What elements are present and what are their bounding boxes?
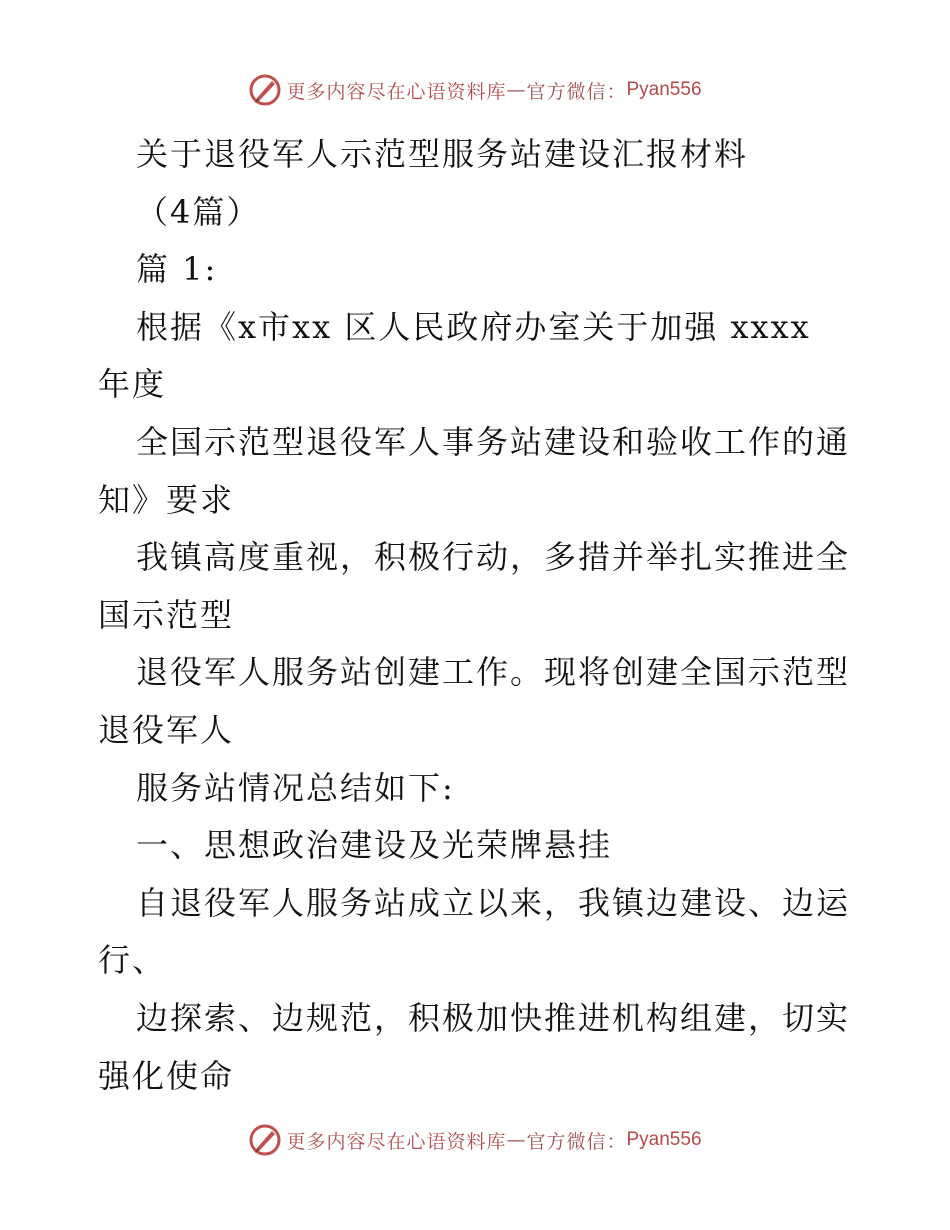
watermark-wechat-id: Pyan556: [626, 1129, 702, 1150]
paragraph-line: 全国示范型退役军人事务站建设和验收工作的通: [136, 422, 851, 461]
section-heading: 篇 1:: [136, 250, 218, 289]
paragraph-line: 根据《x市xx 区人民政府办室关于加强 xxxx: [136, 307, 811, 346]
quill-logo-icon: [248, 1123, 282, 1157]
watermark-banner-bottom: [0, 1120, 950, 1160]
paragraph-line: 国示范型: [98, 595, 235, 634]
document-title-line-2: （4篇）: [136, 192, 261, 231]
paragraph-line: 退役军人服务站创建工作。现将创建全国示范型: [136, 653, 851, 692]
watermark-wechat-label: 官方微信：: [526, 80, 627, 103]
quill-logo-icon: [248, 73, 282, 107]
paragraph-line: 知》要求: [98, 480, 235, 519]
watermark-wechat-id: Pyan556: [626, 79, 702, 100]
document-title-line-1: 关于退役军人示范型服务站建设汇报材料: [136, 135, 749, 173]
paragraph-line: 行、: [98, 941, 167, 980]
paragraph-line: 年度: [98, 365, 167, 404]
watermark-text: 更多内容尽在心语资料库: [286, 1130, 507, 1153]
watermark-text: 更多内容尽在心语资料库: [286, 80, 507, 103]
paragraph-line: 退役军人: [98, 710, 235, 749]
paragraph-line: 自退役军人服务站成立以来，我镇边建设、边运: [136, 883, 851, 922]
watermark-wechat-label: 官方微信：: [526, 1130, 627, 1153]
paragraph-line: 服务站情况总结如下:: [136, 768, 455, 807]
watermark-dash: —: [506, 79, 527, 101]
paragraph-line: 我镇高度重视，积极行动，多措并举扎实推进全: [136, 538, 851, 577]
watermark-banner-top: [0, 70, 950, 110]
subheading: 一、思想政治建设及光荣牌悬挂: [136, 826, 613, 865]
document-body: [98, 126, 858, 1105]
paragraph-line: 边探索、边规范，积极加快推进机构组建，切实: [136, 998, 851, 1037]
paragraph-line: 强化使命: [98, 1056, 235, 1095]
watermark-dash: —: [506, 1129, 527, 1151]
